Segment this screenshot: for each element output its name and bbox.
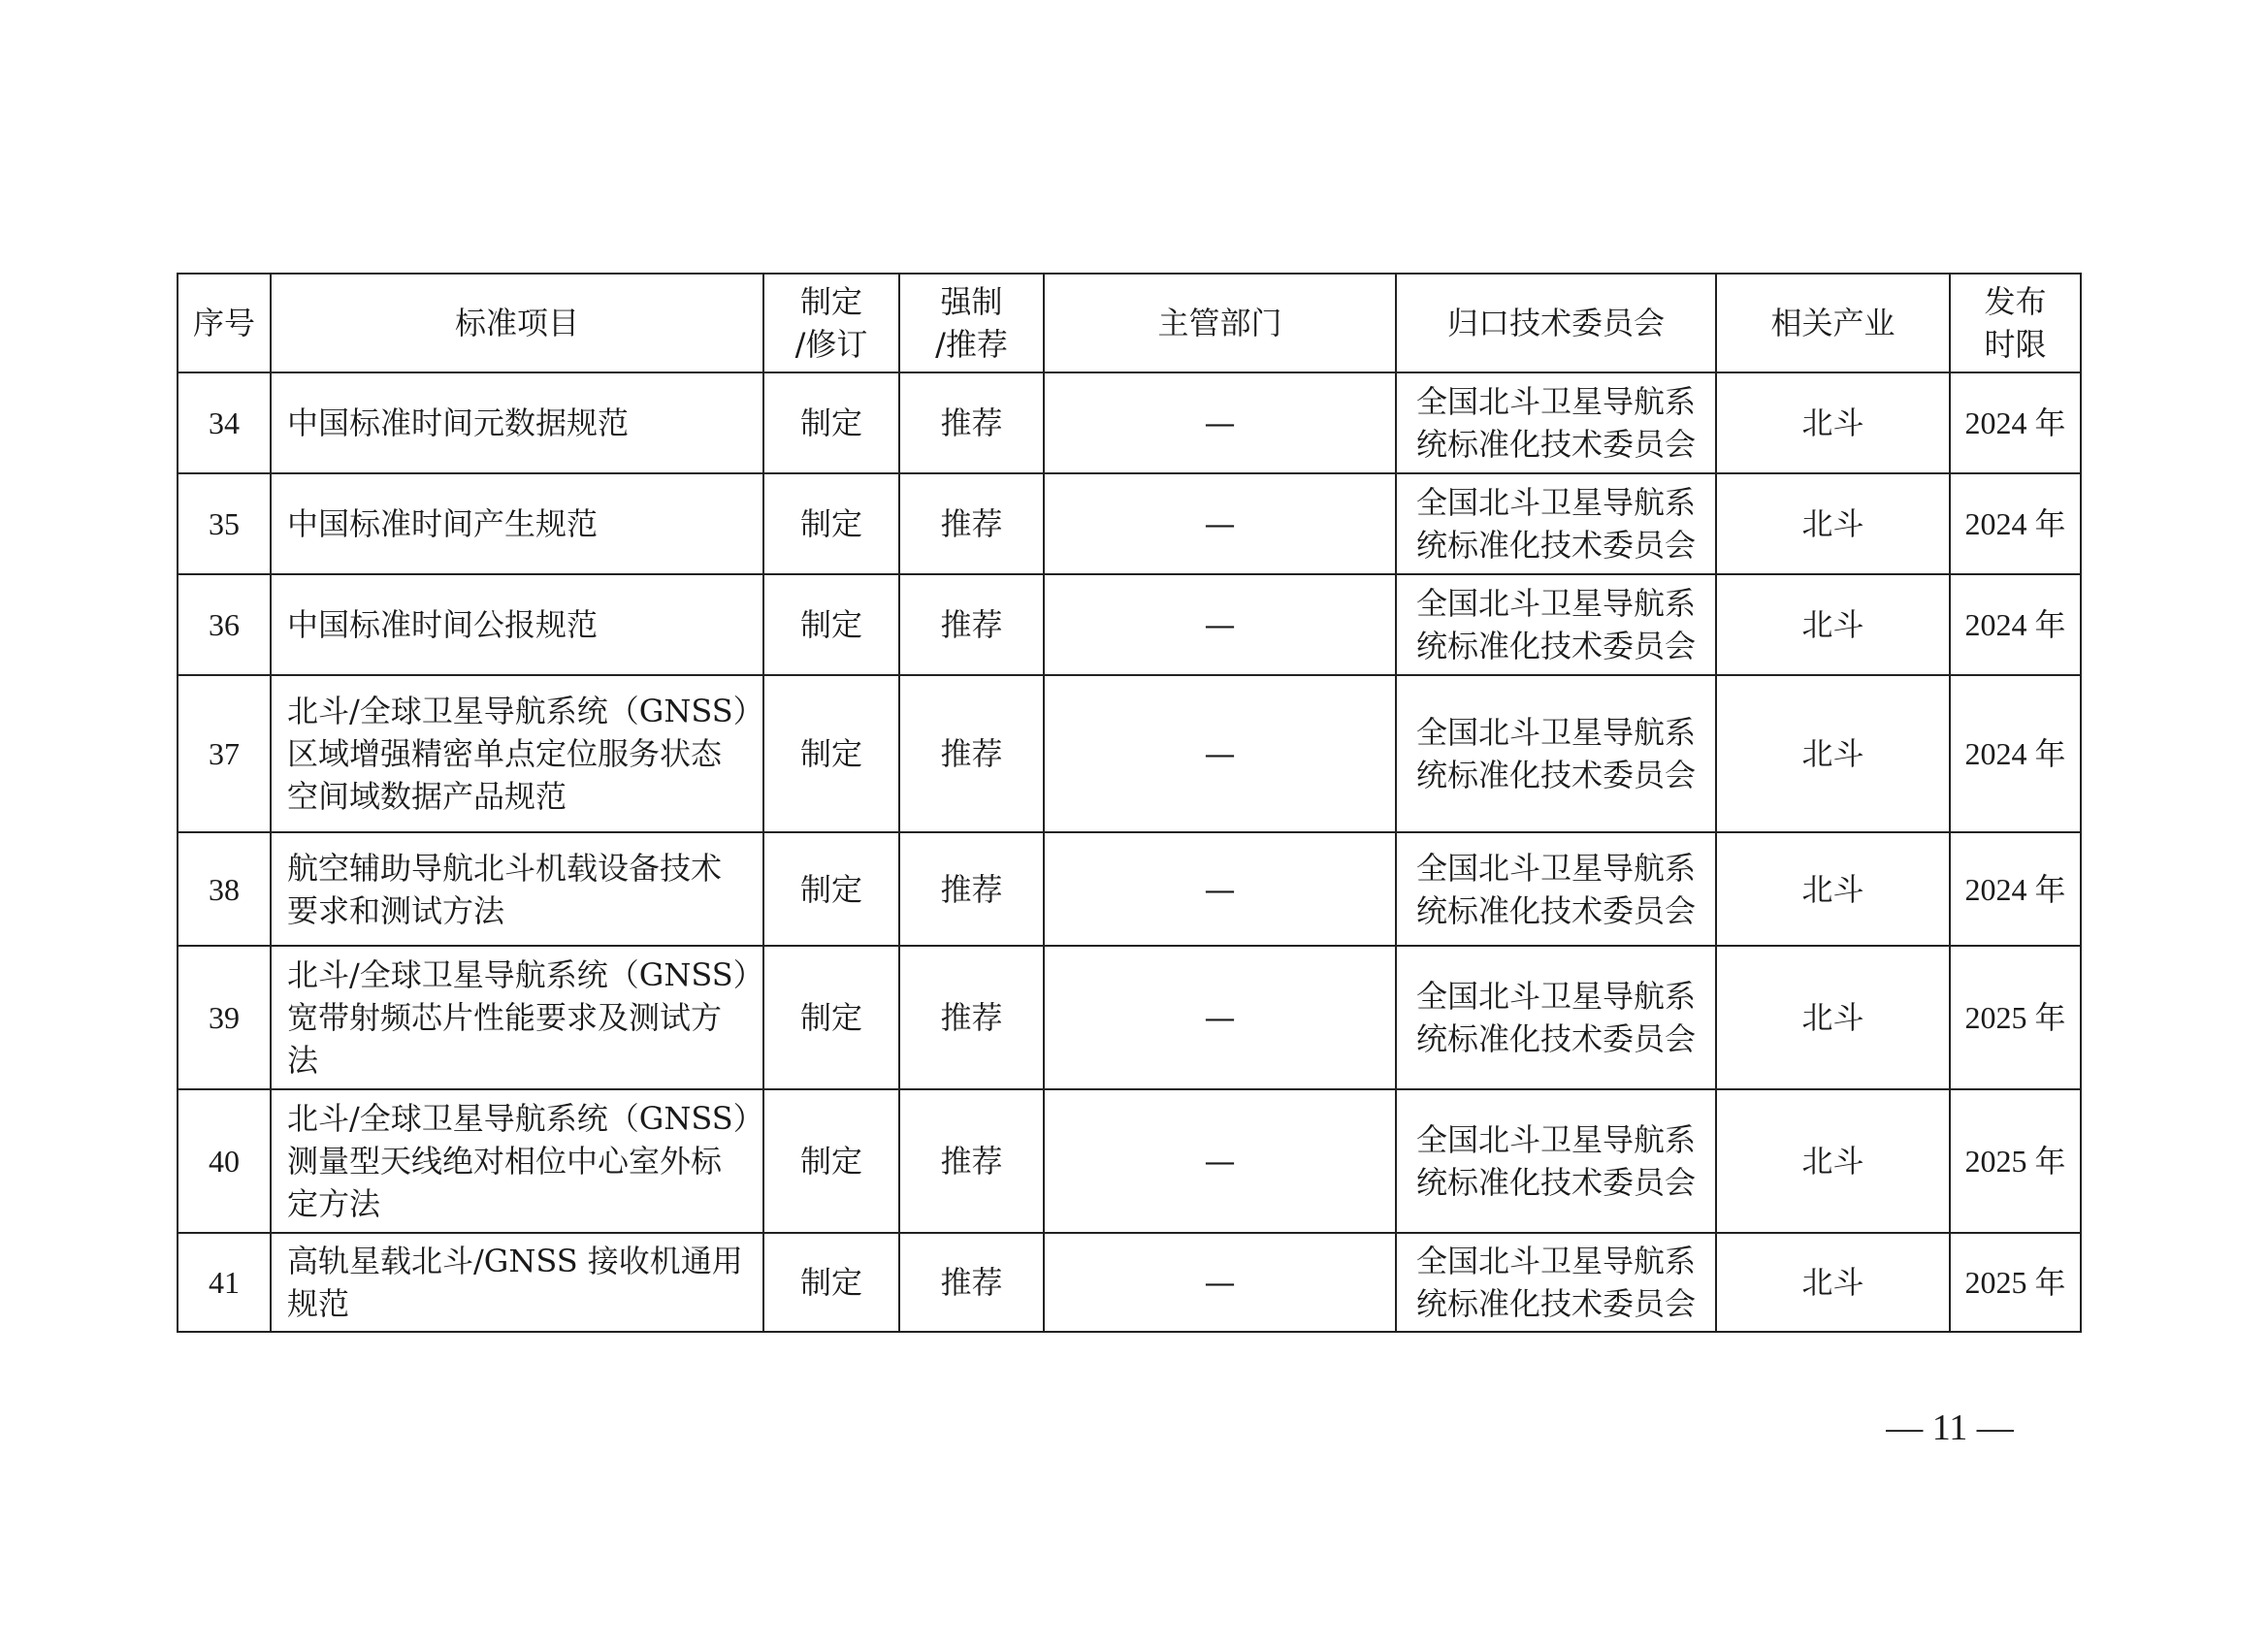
header-level: 强制 /推荐 — [899, 274, 1044, 372]
cell-item: 北斗/全球卫星导航系统（GNSS）宽带射频芯片性能要求及测试方法 — [271, 946, 763, 1089]
cell-industry: 北斗 — [1716, 946, 1950, 1089]
cell-industry: 北斗 — [1716, 1233, 1950, 1332]
cell-type: 制定 — [763, 675, 899, 832]
cell-deadline: 2024 年 — [1950, 832, 2081, 946]
cell-item: 航空辅助导航北斗机载设备技术要求和测试方法 — [271, 832, 763, 946]
table-row — [178, 1089, 2081, 1233]
cell-committee: 全国北斗卫星导航系统标准化技术委员会 — [1396, 832, 1716, 946]
cell-deadline: 2024 年 — [1950, 473, 2081, 574]
cell-deadline: 2025 年 — [1950, 946, 2081, 1089]
cell-industry: 北斗 — [1716, 832, 1950, 946]
cell-seq: 34 — [178, 372, 271, 473]
cell-item: 中国标准时间元数据规范 — [271, 372, 763, 473]
cell-seq: 39 — [178, 946, 271, 1089]
cell-committee: 全国北斗卫星导航系统标准化技术委员会 — [1396, 1089, 1716, 1233]
cell-type: 制定 — [763, 1089, 899, 1233]
cell-type: 制定 — [763, 832, 899, 946]
cell-committee: 全国北斗卫星导航系统标准化技术委员会 — [1396, 675, 1716, 832]
cell-industry: 北斗 — [1716, 372, 1950, 473]
cell-item: 北斗/全球卫星导航系统（GNSS）区域增强精密单点定位服务状态空间域数据产品规范 — [271, 675, 763, 832]
cell-item: 中国标准时间公报规范 — [271, 574, 763, 675]
cell-dept: — — [1044, 675, 1396, 832]
cell-dept: — — [1044, 832, 1396, 946]
cell-industry: 北斗 — [1716, 675, 1950, 832]
cell-deadline: 2024 年 — [1950, 574, 2081, 675]
cell-seq: 41 — [178, 1233, 271, 1332]
cell-level: 推荐 — [899, 473, 1044, 574]
table-row — [178, 574, 2081, 675]
cell-level: 推荐 — [899, 946, 1044, 1089]
cell-dept: — — [1044, 946, 1396, 1089]
table-header-row — [178, 274, 2081, 372]
cell-level: 推荐 — [899, 675, 1044, 832]
table-row — [178, 473, 2081, 574]
cell-committee: 全国北斗卫星导航系统标准化技术委员会 — [1396, 574, 1716, 675]
cell-deadline: 2024 年 — [1950, 372, 2081, 473]
cell-seq: 36 — [178, 574, 271, 675]
cell-deadline: 2025 年 — [1950, 1089, 2081, 1233]
cell-deadline: 2024 年 — [1950, 675, 2081, 832]
cell-level: 推荐 — [899, 372, 1044, 473]
cell-dept: — — [1044, 1089, 1396, 1233]
header-item: 标准项目 — [271, 274, 763, 372]
cell-dept: — — [1044, 574, 1396, 675]
header-seq: 序号 — [178, 274, 271, 372]
cell-committee: 全国北斗卫星导航系统标准化技术委员会 — [1396, 1233, 1716, 1332]
header-type: 制定 /修订 — [763, 274, 899, 372]
cell-industry: 北斗 — [1716, 1089, 1950, 1233]
standards-table — [177, 273, 2082, 1333]
cell-seq: 38 — [178, 832, 271, 946]
cell-item: 中国标准时间产生规范 — [271, 473, 763, 574]
cell-deadline: 2025 年 — [1950, 1233, 2081, 1332]
header-industry: 相关产业 — [1716, 274, 1950, 372]
cell-type: 制定 — [763, 946, 899, 1089]
cell-type: 制定 — [763, 1233, 899, 1332]
cell-type: 制定 — [763, 372, 899, 473]
cell-seq: 37 — [178, 675, 271, 832]
cell-industry: 北斗 — [1716, 574, 1950, 675]
table-row — [178, 675, 2081, 832]
cell-committee: 全国北斗卫星导航系统标准化技术委员会 — [1396, 372, 1716, 473]
cell-level: 推荐 — [899, 832, 1044, 946]
table-row — [178, 1233, 2081, 1332]
cell-committee: 全国北斗卫星导航系统标准化技术委员会 — [1396, 473, 1716, 574]
table-row — [178, 372, 2081, 473]
cell-seq: 40 — [178, 1089, 271, 1233]
header-deadline: 发布 时限 — [1950, 274, 2081, 372]
cell-level: 推荐 — [899, 1233, 1044, 1332]
cell-dept: — — [1044, 473, 1396, 574]
cell-level: 推荐 — [899, 574, 1044, 675]
cell-level: 推荐 — [899, 1089, 1044, 1233]
cell-industry: 北斗 — [1716, 473, 1950, 574]
cell-dept: — — [1044, 1233, 1396, 1332]
cell-committee: 全国北斗卫星导航系统标准化技术委员会 — [1396, 946, 1716, 1089]
page-number: — 11 — — [1886, 1407, 2014, 1448]
cell-seq: 35 — [178, 473, 271, 574]
header-committee: 归口技术委员会 — [1396, 274, 1716, 372]
table-row — [178, 832, 2081, 946]
cell-type: 制定 — [763, 574, 899, 675]
table-row — [178, 946, 2081, 1089]
cell-item: 北斗/全球卫星导航系统（GNSS）测量型天线绝对相位中心室外标定方法 — [271, 1089, 763, 1233]
header-dept: 主管部门 — [1044, 274, 1396, 372]
cell-type: 制定 — [763, 473, 899, 574]
cell-dept: — — [1044, 372, 1396, 473]
cell-item: 高轨星载北斗/GNSS 接收机通用规范 — [271, 1233, 763, 1332]
